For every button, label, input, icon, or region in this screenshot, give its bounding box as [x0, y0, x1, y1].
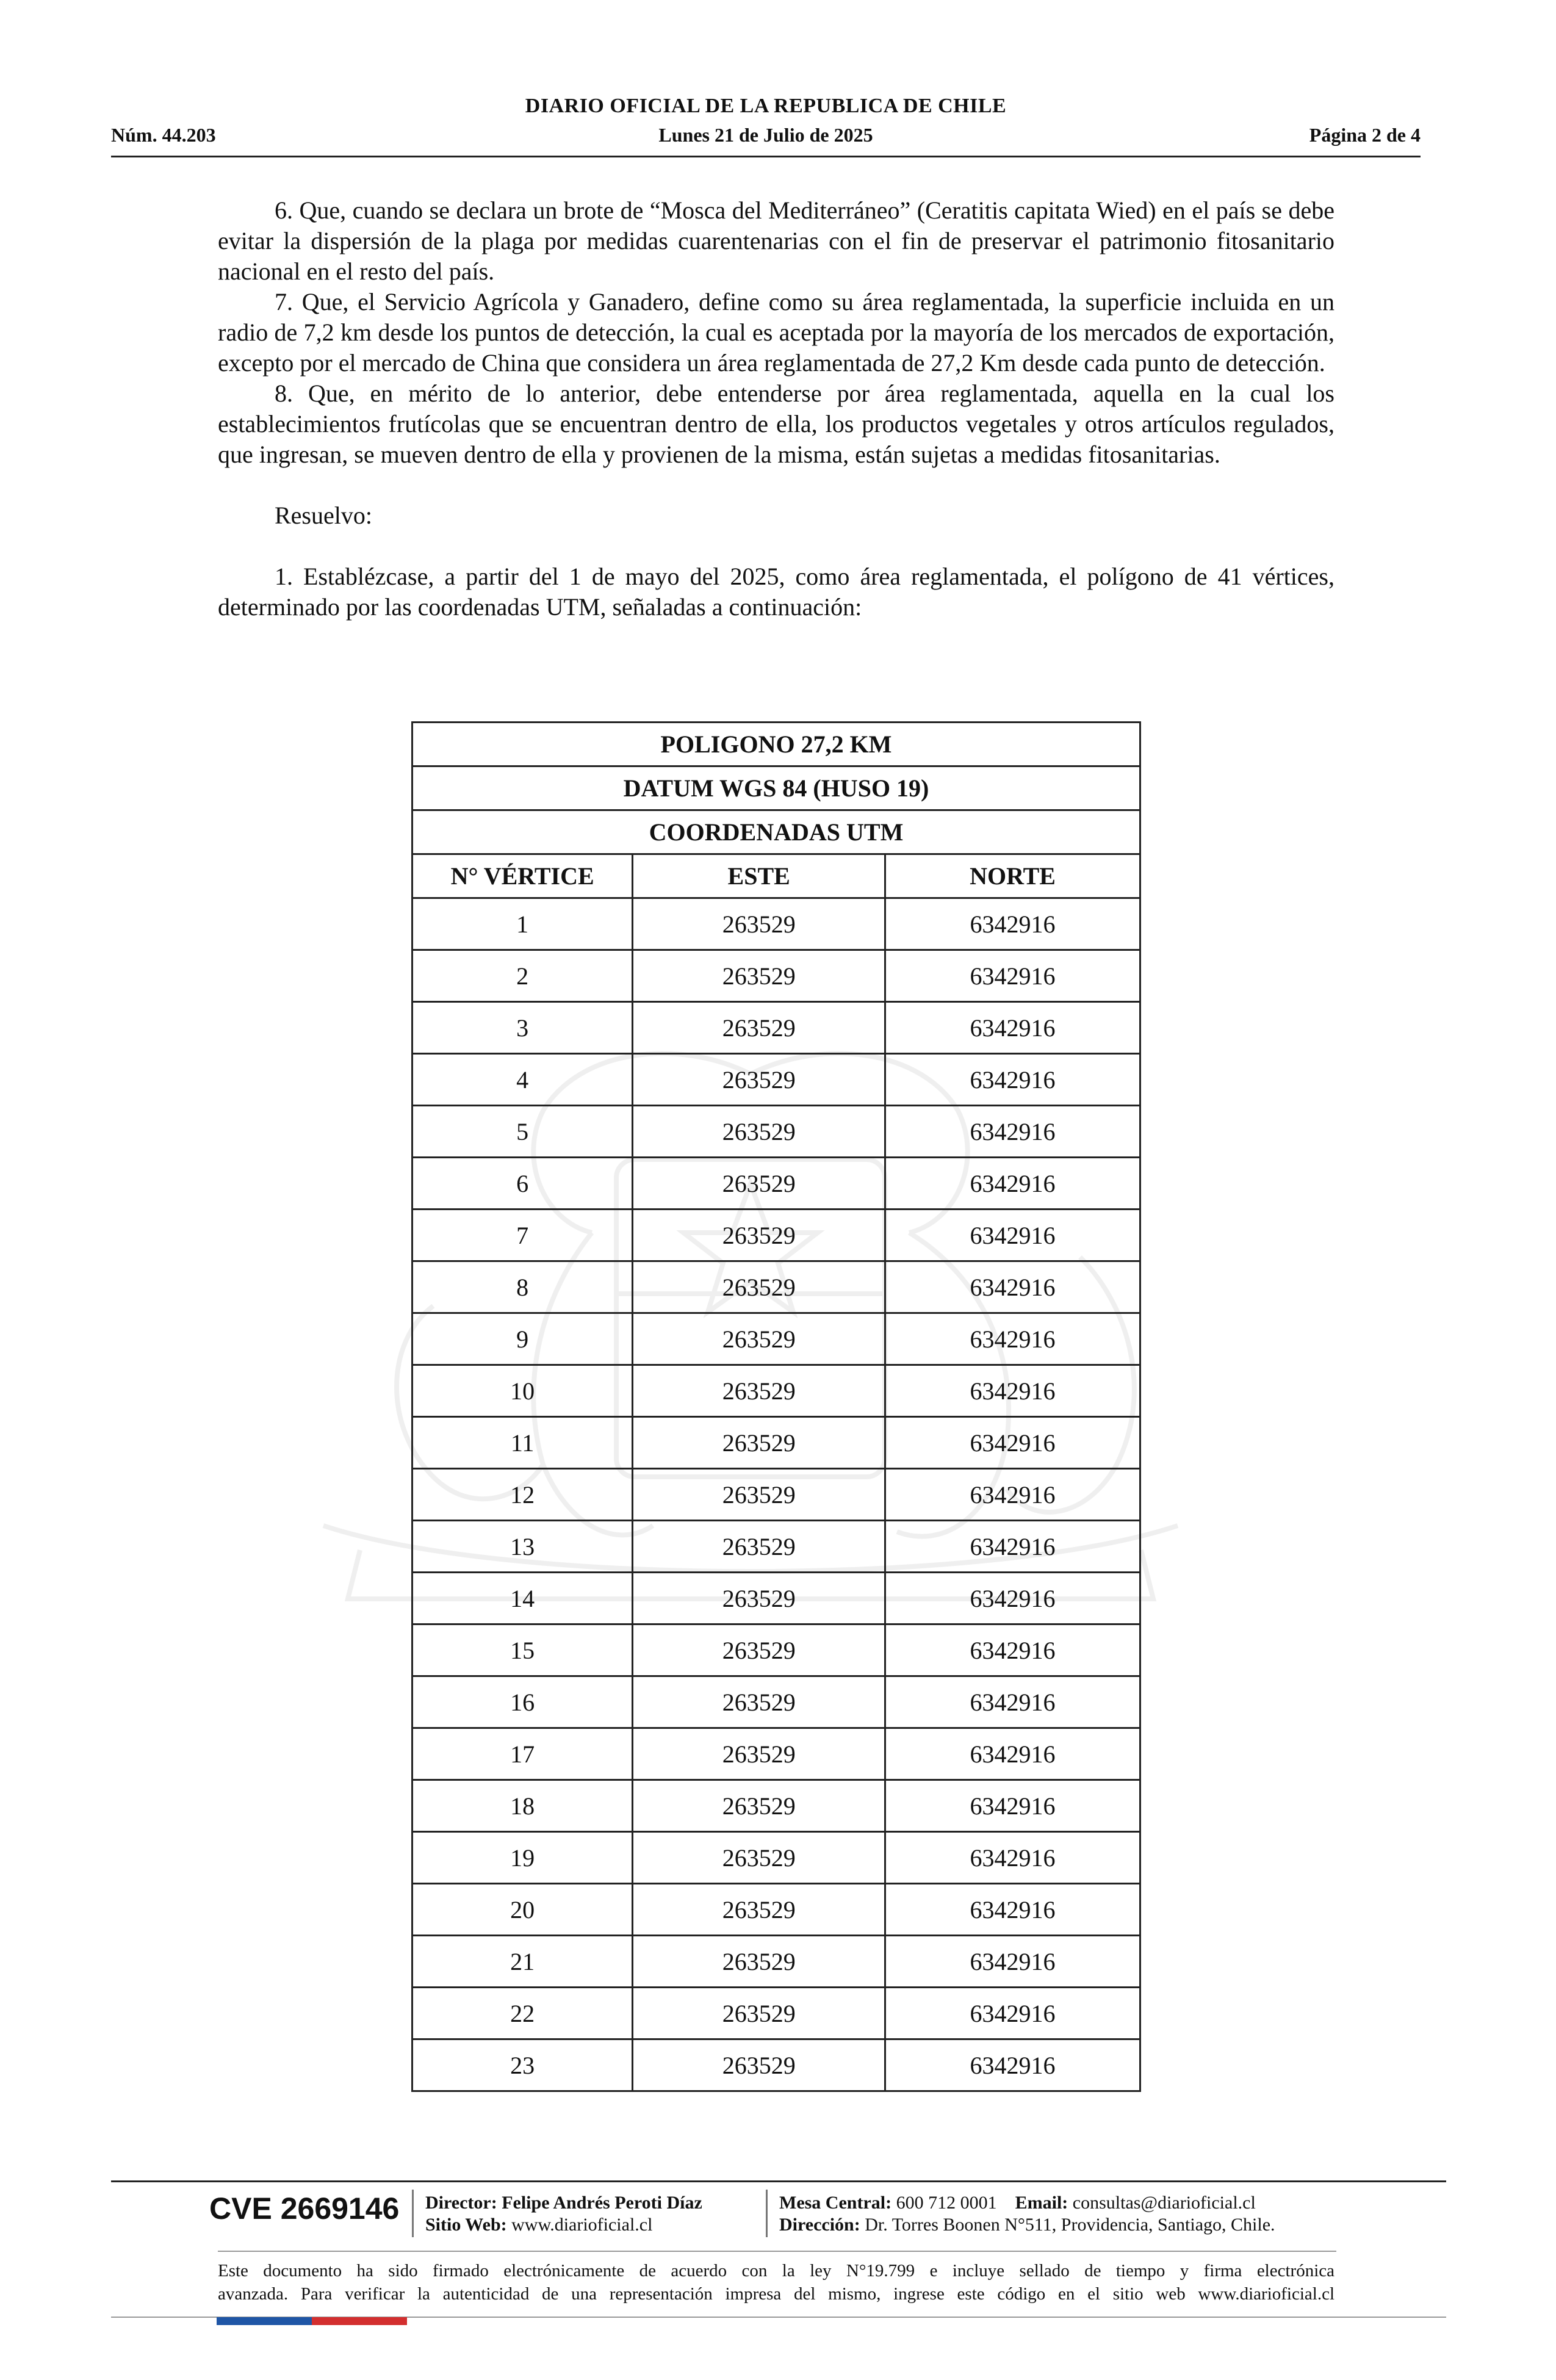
norte-cell: 6342916: [885, 1573, 1140, 1625]
table-row: [412, 950, 1140, 1002]
email-label: Email:: [1015, 2193, 1068, 2213]
page-number: Página 2 de 4: [1309, 124, 1421, 146]
table-row: [412, 1832, 1140, 1884]
este-cell: 263529: [633, 1936, 885, 1988]
norte-cell: 6342916: [885, 1313, 1140, 1365]
resolution-item-1: 1. Establézcase, a partir del 1 de mayo del 2025, como área reglamentada, el polígono de 41 vértices, determinado por las coordenadas UTM, señaladas a continuación:: [218, 563, 1334, 621]
norte-cell: 6342916: [885, 1728, 1140, 1780]
table-row: [412, 1106, 1140, 1158]
vertex-cell: 6: [412, 1158, 633, 1210]
legal-line-2: avanzada. Para verificar la autenticidad de una representación impresa del mismo, ingrese este código en el sitio web www.diarioficial.cl: [218, 2284, 1334, 2304]
vertex-cell: 4: [412, 1054, 633, 1106]
este-cell: 263529: [633, 1469, 885, 1521]
norte-cell: 6342916: [885, 1625, 1140, 1676]
table-row: [412, 1054, 1140, 1106]
footer-separator: [766, 2190, 768, 2237]
flag-stripe: [217, 2317, 407, 2325]
vertex-cell: 5: [412, 1106, 633, 1158]
table-row: [412, 1417, 1140, 1469]
vertex-cell: 21: [412, 1936, 633, 1988]
norte-cell: 6342916: [885, 1988, 1140, 2039]
coordinates-table: [411, 721, 1141, 2092]
director-name: Felipe Andrés Peroti Díaz: [502, 2193, 702, 2213]
table-row: [412, 1521, 1140, 1573]
issue-number: Núm. 44.203: [111, 124, 216, 146]
gazette-title: DIARIO OFICIAL DE LA REPUBLICA DE CHILE: [525, 95, 1007, 117]
flag-blue-segment: [217, 2317, 312, 2325]
vertex-cell: 15: [412, 1625, 633, 1676]
table-row: [412, 1158, 1140, 1210]
vertex-cell: 2: [412, 950, 633, 1002]
norte-cell: 6342916: [885, 898, 1140, 950]
norte-cell: 6342916: [885, 1936, 1140, 1988]
vertex-cell: 18: [412, 1780, 633, 1832]
vertex-cell: 9: [412, 1313, 633, 1365]
norte-cell: 6342916: [885, 1676, 1140, 1728]
table-row: [412, 1573, 1140, 1625]
norte-cell: 6342916: [885, 1158, 1140, 1210]
este-cell: 263529: [633, 1832, 885, 1884]
norte-cell: 6342916: [885, 1002, 1140, 1054]
norte-cell: 6342916: [885, 950, 1140, 1002]
table-row: [412, 1365, 1140, 1417]
table-row: [412, 1469, 1140, 1521]
vertex-cell: 14: [412, 1573, 633, 1625]
website-link[interactable]: www.diarioficial.cl: [511, 2215, 653, 2235]
table-row: [412, 1728, 1140, 1780]
flag-red-segment: [312, 2317, 407, 2325]
norte-cell: 6342916: [885, 1417, 1140, 1469]
norte-cell: 6342916: [885, 2039, 1140, 2091]
vertex-cell: 10: [412, 1365, 633, 1417]
este-cell: 263529: [633, 898, 885, 950]
website-label: Sitio Web:: [425, 2215, 507, 2235]
address-label: Dirección:: [779, 2215, 860, 2235]
column-header-este: ESTE: [633, 854, 885, 898]
norte-cell: 6342916: [885, 1261, 1140, 1313]
phone-number: 600 712 0001: [896, 2193, 997, 2213]
norte-cell: 6342916: [885, 1469, 1140, 1521]
vertex-cell: 7: [412, 1210, 633, 1261]
column-header-norte: NORTE: [885, 854, 1140, 898]
column-header-vertex: N° VÉRTICE: [412, 854, 633, 898]
table-row: [412, 1780, 1140, 1832]
footer-separator: [412, 2190, 414, 2237]
document-body: [218, 195, 1334, 622]
norte-cell: 6342916: [885, 1884, 1140, 1936]
director-label: Director:: [425, 2193, 497, 2213]
footer-contact-block: [779, 2192, 1275, 2236]
table-row: [412, 1936, 1140, 1988]
este-cell: 263529: [633, 1988, 885, 2039]
este-cell: 263529: [633, 1573, 885, 1625]
footer-director-block: [425, 2192, 702, 2236]
este-cell: 263529: [633, 1002, 885, 1054]
vertex-cell: 13: [412, 1521, 633, 1573]
phone-label: Mesa Central:: [779, 2193, 892, 2213]
table-row: [412, 1884, 1140, 1936]
cve-code: CVE 2669146: [209, 2191, 400, 2226]
table-row: [412, 1988, 1140, 2039]
resolution-heading: Resuelvo:: [275, 502, 372, 529]
vertex-cell: 23: [412, 2039, 633, 2091]
table-body: [412, 898, 1140, 2091]
vertex-cell: 8: [412, 1261, 633, 1313]
vertex-cell: 16: [412, 1676, 633, 1728]
norte-cell: 6342916: [885, 1106, 1140, 1158]
vertex-cell: 17: [412, 1728, 633, 1780]
este-cell: 263529: [633, 1728, 885, 1780]
este-cell: 263529: [633, 1158, 885, 1210]
este-cell: 263529: [633, 1780, 885, 1832]
table-row: [412, 898, 1140, 950]
este-cell: 263529: [633, 1313, 885, 1365]
footer-divider-inner: [218, 2251, 1336, 2252]
este-cell: 263529: [633, 1521, 885, 1573]
table-row: [412, 1625, 1140, 1676]
este-cell: 263529: [633, 1676, 885, 1728]
paragraph-8: 8. Que, en mérito de lo anterior, debe entenderse por área reglamentada, aquella en la cual los establecimientos frutícolas que se encuentran dentro de ella, los productos vegetales y otros artículos regulados, que ingresan, se mueven dentro de ella y provienen de la misma, están sujetas a medidas fitosanitarias.: [218, 380, 1334, 468]
header-divider: [111, 156, 1421, 157]
este-cell: 263529: [633, 1625, 885, 1676]
table-row: [412, 1313, 1140, 1365]
norte-cell: 6342916: [885, 1521, 1140, 1573]
norte-cell: 6342916: [885, 1210, 1140, 1261]
table-title-coordinates: COORDENADAS UTM: [412, 810, 1140, 854]
vertex-cell: 12: [412, 1469, 633, 1521]
table-row: [412, 1676, 1140, 1728]
vertex-cell: 22: [412, 1988, 633, 2039]
este-cell: 263529: [633, 950, 885, 1002]
table-row: [412, 1210, 1140, 1261]
este-cell: 263529: [633, 1210, 885, 1261]
vertex-cell: 1: [412, 898, 633, 950]
paragraph-7: 7. Que, el Servicio Agrícola y Ganadero, define como su área reglamentada, la superficie incluida en un radio de 7,2 km desde los puntos de detección, la cual es aceptada por la mayoría de los mercados de exportación, excepto por el mercado de China que considera un área reglamentada de 27,2 Km desde cada punto de detección.: [218, 288, 1334, 377]
vertex-cell: 20: [412, 1884, 633, 1936]
este-cell: 263529: [633, 1365, 885, 1417]
legal-line-1: Este documento ha sido firmado electrónicamente de acuerdo con la ley N°19.799 e incluye sellado de tiempo y firma electrónica: [218, 2261, 1334, 2281]
table-title-polygon: POLIGONO 27,2 KM: [412, 723, 1140, 766]
norte-cell: 6342916: [885, 1365, 1140, 1417]
este-cell: 263529: [633, 1417, 885, 1469]
table-row: [412, 1261, 1140, 1313]
legal-notice: [218, 2259, 1334, 2306]
este-cell: 263529: [633, 1054, 885, 1106]
vertex-cell: 11: [412, 1417, 633, 1469]
norte-cell: 6342916: [885, 1054, 1140, 1106]
email-link[interactable]: consultas@diarioficial.cl: [1072, 2193, 1256, 2213]
este-cell: 263529: [633, 1884, 885, 1936]
vertex-cell: 3: [412, 1002, 633, 1054]
este-cell: 263529: [633, 2039, 885, 2091]
este-cell: 263529: [633, 1106, 885, 1158]
footer-divider: [111, 2180, 1446, 2182]
norte-cell: 6342916: [885, 1832, 1140, 1884]
issue-date: Lunes 21 de Julio de 2025: [658, 124, 873, 146]
table-row: [412, 2039, 1140, 2091]
este-cell: 263529: [633, 1261, 885, 1313]
page-header: [111, 95, 1421, 156]
address-value: Dr. Torres Boonen N°511, Providencia, Santiago, Chile.: [865, 2215, 1275, 2235]
table-title-datum: DATUM WGS 84 (HUSO 19): [412, 766, 1140, 810]
vertex-cell: 19: [412, 1832, 633, 1884]
norte-cell: 6342916: [885, 1780, 1140, 1832]
paragraph-6: 6. Que, cuando se declara un brote de “Mosca del Mediterráneo” (Ceratitis capitata Wied) en el país se debe evitar la dispersión de la plaga por medidas cuarentenarias con el fin de preservar el patrimonio fitosanitario nacional en el resto del país.: [218, 197, 1334, 285]
table-row: [412, 1002, 1140, 1054]
